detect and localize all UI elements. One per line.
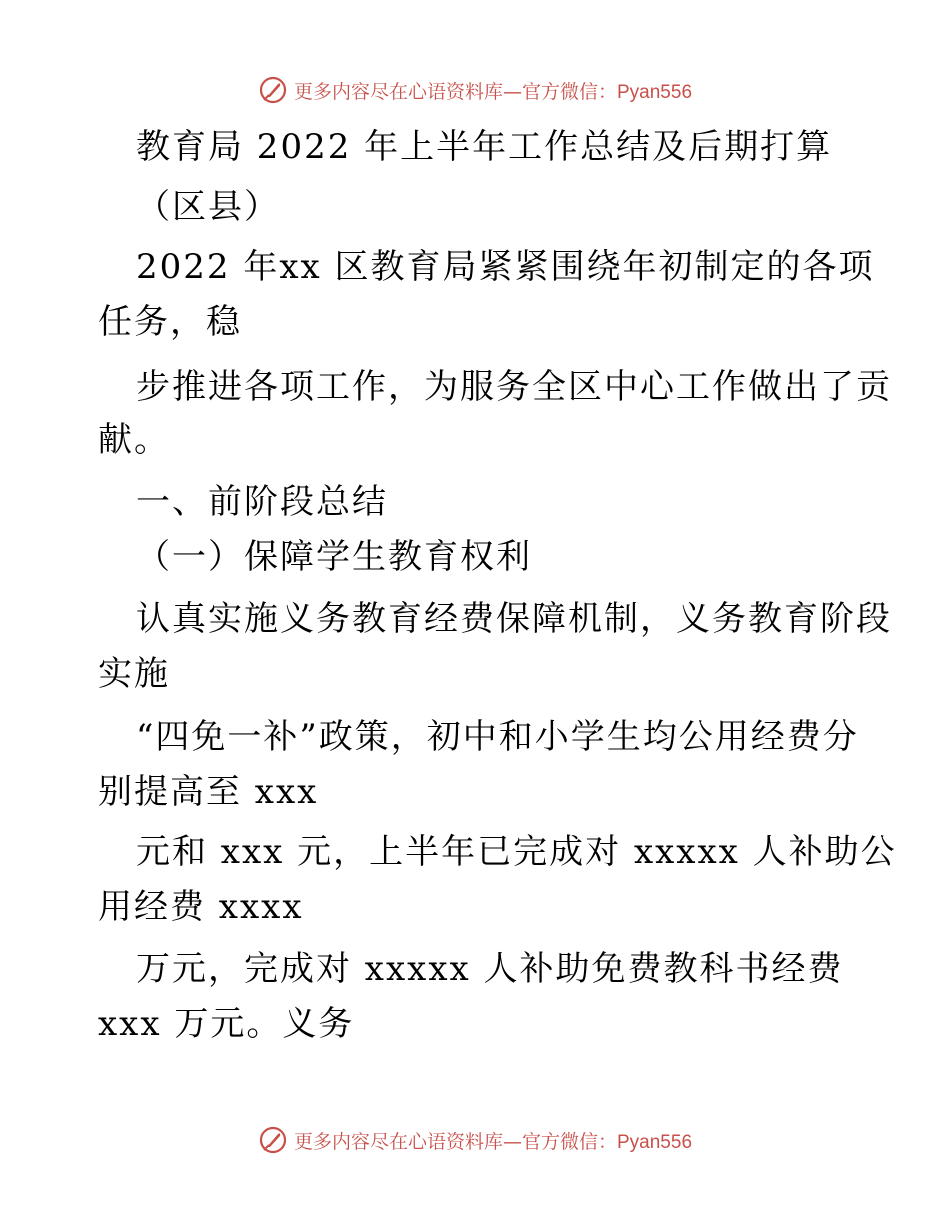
doc-line: 献。 [98,420,170,460]
watermark-separator: — [502,80,522,103]
doc-line: “四免一补”政策，初中和小学生均公用经费分 [136,717,859,757]
watermark-text [294,1127,692,1154]
doc-subtitle: （区县） [136,187,280,227]
watermark-brand: 更多内容尽在心语资料库 [293,80,503,103]
header-watermark [0,72,950,108]
doc-line: 万元，完成对 xxxxx 人补助免费教科书经费 [136,949,844,989]
doc-line: 任务，稳 [98,302,242,342]
footer-watermark [0,1122,950,1158]
doc-line: 认真实施义务教育经费保障机制，义务教育阶段 [136,599,892,639]
watermark-account-label: 官方微信： [521,1130,617,1153]
doc-line: 实施 [98,654,170,694]
section-heading: 一、前阶段总结 [136,482,388,522]
doc-line: 元和 xxx 元，上半年已完成对 xxxxx 人补助公 [136,832,897,872]
doc-line: 2022 年xx 区教育局紧紧围绕年初制定的各项 [136,247,875,287]
feather-pen-circle-icon [258,1125,288,1155]
watermark-account-label: 官方微信： [521,80,617,103]
doc-line: 步推进各项工作，为服务全区中心工作做出了贡 [136,367,892,407]
subsection-heading: （一）保障学生教育权利 [136,537,532,577]
feather-pen-circle-icon [258,75,288,105]
doc-line: xxx 万元。义务 [98,1004,355,1044]
watermark-brand: 更多内容尽在心语资料库 [293,1130,503,1153]
watermark-account-id: Pyan556 [617,1131,693,1153]
doc-title: 教育局 2022 年上半年工作总结及后期打算 [136,127,833,167]
watermark-separator: — [502,1130,522,1153]
doc-line: 用经费 xxxx [98,887,304,927]
watermark-text [294,77,692,104]
watermark-account-id: Pyan556 [617,81,693,103]
doc-line: 别提高至 xxx [98,772,319,812]
